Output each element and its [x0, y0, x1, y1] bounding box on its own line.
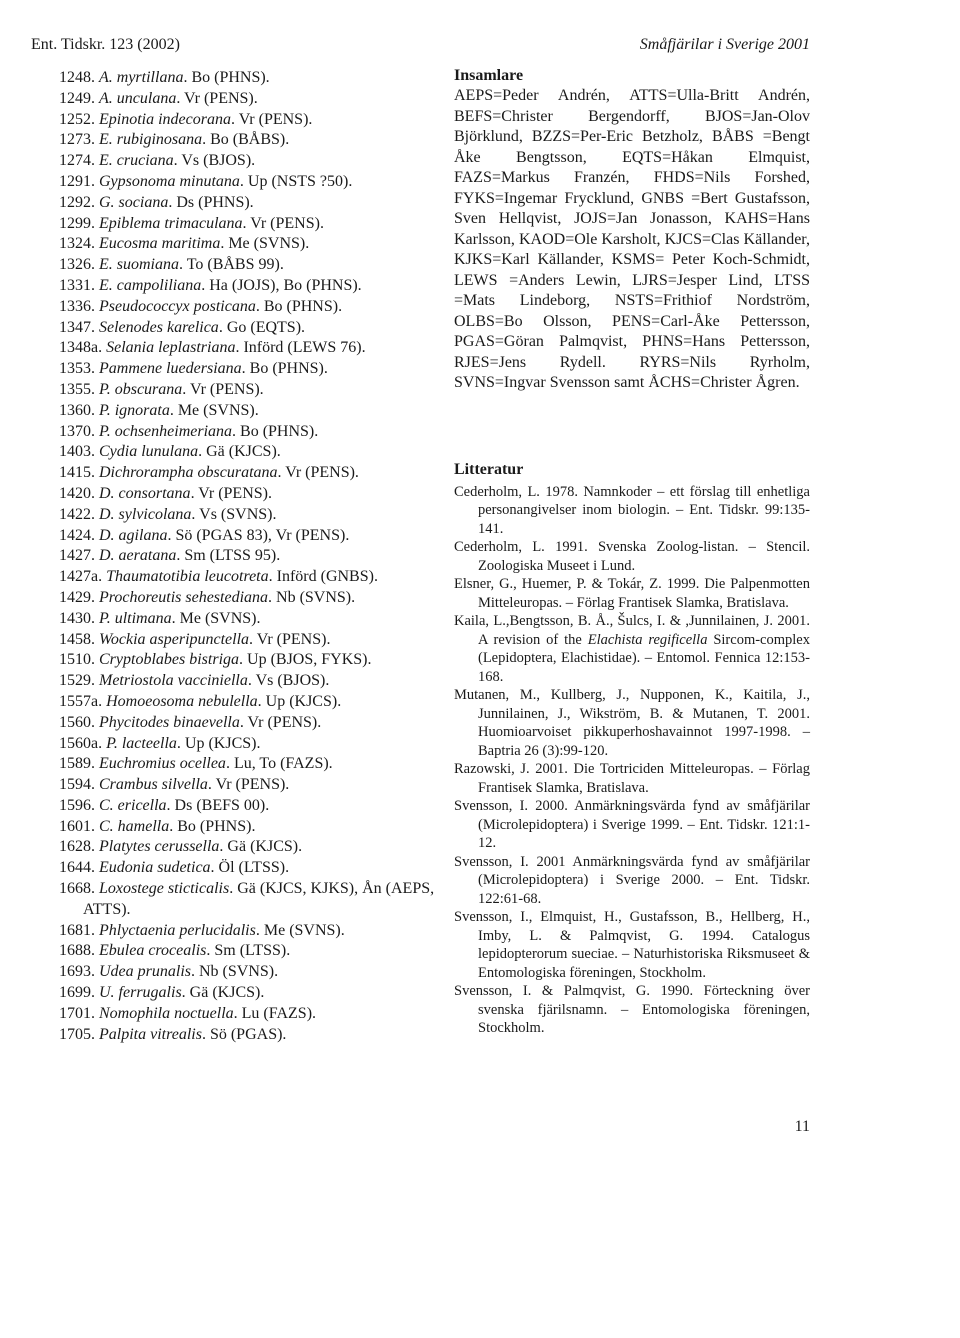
insamlare-heading: Insamlare: [454, 67, 524, 84]
species-name: Loxostege sticticalis: [99, 880, 230, 898]
reference-text: Cederholm, L. 1978. Namnkoder – ett förslag till enhetliga personangivelser inom biologin. – Ent. Tidskr. 99:135-141.: [454, 483, 810, 537]
species-name: Pseudococcyx posticana: [99, 297, 256, 315]
species-name: D. sylvicolana: [99, 505, 192, 523]
record-number: 1668.: [59, 880, 95, 898]
record-locality: . Vr (PENS).: [239, 713, 322, 731]
record-locality: . Bo (BÅBS).: [202, 131, 290, 149]
record-number: 1292.: [59, 193, 95, 211]
record-locality: . To (BÅBS 99).: [179, 256, 284, 274]
record-number: 1273.: [59, 131, 95, 149]
species-name: Cydia lunulana: [99, 443, 199, 461]
running-title: Småfjärilar i Sverige 2001: [639, 36, 810, 53]
species-name: U. ferrugalis: [99, 984, 182, 1002]
record-item: [59, 775, 439, 796]
species-name: Epiblema trimaculana: [99, 214, 243, 232]
record-number: 1331.: [59, 276, 95, 294]
reference-text: Svensson, I., Elmquist, H., Gustafsson, B., Hellberg, H., Imby, L. & Palmqvist, G. 1994. Catalogus lepidopterorum sueciae. – Naturhistoriska Riksmuseet & Entomologiska föreningen, Stockholm.: [454, 909, 810, 981]
record-number: 1248.: [59, 69, 95, 86]
record-item: [59, 1025, 439, 1046]
record-locality: . Nb (SVNS).: [268, 588, 356, 606]
reference-text: Sircom-complex (Lepidoptera, Elachistidae). – Entomol. Fennica 12:153-168.: [478, 631, 810, 685]
record-item: [59, 546, 439, 567]
species-name: D. aeratana: [99, 547, 177, 565]
record-locality: . Lu (FAZS).: [233, 1004, 317, 1022]
record-item: [59, 754, 439, 775]
record-item: [59, 442, 439, 463]
record-locality: . Sm (LTSS).: [206, 942, 291, 960]
record-number: 1594.: [59, 776, 95, 794]
record-number: 1699.: [59, 984, 95, 1002]
record-number: 1701.: [59, 1004, 95, 1022]
record-number: 1430.: [59, 609, 95, 627]
reference-text: Svensson, I. 2001 Anmärkningsvärda fynd av småfjärilar (Microlepidoptera) i Sverige 2000. – Ent. Tidskr. 122:61-68.: [454, 853, 810, 907]
record-number: 1420.: [59, 484, 95, 502]
record-locality: . Up (KJCS).: [257, 692, 342, 710]
reference-item: [454, 483, 810, 539]
record-locality: . Go (EQTS).: [218, 318, 306, 336]
record-locality: . Införd (LEWS 76).: [235, 339, 366, 357]
record-item: [59, 567, 439, 588]
reference-item: [454, 538, 810, 575]
record-number: 1427.: [59, 547, 95, 565]
record-locality: . Vr (PENS).: [207, 776, 290, 794]
reference-text: Cederholm, L. 1991. Svenska Zoolog-listan. – Stencil. Zoologiska Museet i Lund.: [454, 539, 810, 574]
species-name: E. campoliliana: [99, 276, 202, 294]
species-name: Prochoreutis sehestediana: [99, 588, 269, 606]
reference-list: [454, 483, 810, 1038]
record-item: [59, 630, 439, 651]
record-number: 1370.: [59, 422, 95, 440]
record-number: 1274.: [59, 152, 95, 170]
record-number: 1360.: [59, 401, 95, 419]
record-number: 1560a.: [59, 734, 103, 752]
record-item: [59, 796, 439, 817]
reference-text: Razowski, J. 2001. Die Tortriciden Mitteleuropas. – Förlag Frantisek Slamka, Bratislava.: [454, 761, 810, 796]
record-number: 1427a.: [59, 568, 103, 586]
species-name: Phycitodes binaevella: [99, 713, 240, 731]
record-locality: . Nb (SVNS).: [191, 963, 279, 981]
species-name: Cryptoblabes bistriga: [99, 651, 240, 669]
record-locality: . Sö (PGAS 83), Vr (PENS).: [167, 526, 350, 544]
record-locality: . Sö (PGAS).: [201, 1025, 287, 1043]
record-number: 1326.: [59, 256, 95, 274]
record-item: [59, 713, 439, 734]
record-item: [59, 338, 439, 359]
record-locality: . Vr (PENS).: [182, 380, 264, 398]
record-locality: . Up (BJOS, FYKS).: [239, 651, 372, 669]
species-name: Gypsonoma minutana: [99, 172, 240, 190]
record-number: 1355.: [59, 380, 95, 398]
record-item: [59, 297, 439, 318]
record-item: [59, 650, 439, 671]
species-name: D. consortana: [99, 484, 191, 502]
species-name: Homoeosoma nebulella: [106, 692, 258, 710]
record-item: [59, 837, 439, 858]
record-item: [59, 68, 439, 89]
record-number: 1644.: [59, 859, 95, 877]
record-locality: . Gä (KJCS).: [181, 984, 265, 1002]
record-item: [59, 463, 439, 484]
record-number: 1348a.: [59, 339, 103, 357]
record-number: 1529.: [59, 672, 95, 690]
record-item: [59, 151, 439, 172]
record-number: 1628.: [59, 838, 95, 856]
record-locality: . Bo (PHNS).: [241, 360, 328, 378]
reference-text: Elachista regificella: [587, 631, 708, 648]
record-item: [59, 505, 439, 526]
species-name: P. ignorata: [99, 401, 170, 419]
species-name: A. myrtillana: [99, 69, 184, 86]
record-locality: . Up (NSTS ?50).: [239, 172, 353, 190]
record-item: [59, 484, 439, 505]
reference-item: [454, 612, 810, 686]
record-number: 1705.: [59, 1025, 95, 1043]
species-name: Ebulea crocealis: [99, 942, 207, 960]
record-item: [59, 921, 439, 942]
record-item: [59, 983, 439, 1004]
species-name: Selenodes karelica: [99, 318, 219, 336]
species-name: Epinotia indecorana: [99, 110, 231, 128]
record-locality: . Bo (PHNS).: [169, 817, 256, 835]
species-name: P. obscurana: [99, 380, 183, 398]
reference-text: Svensson, I. 2000. Anmärkningsvärda fynd av småfjärilar (Microlepidoptera) i Sverige 1999. – Ent. Tidskr. 121:1-12.: [454, 798, 810, 851]
species-name: E. cruciana: [99, 152, 174, 170]
record-item: [59, 380, 439, 401]
record-item: [59, 318, 439, 339]
record-locality: . Me (SVNS).: [255, 921, 345, 939]
insamlare-text: AEPS=Peder Andrén, ATTS=Ulla-Britt Andrén, BEFS=Christer Bergendorff, BJOS=Jan-Olov Björklund, BZZS=Per-Eric Betzholz, BÅBS =Bengt Åke Bengtsson, EQTS=Håkan Elmquist, FAZS=Markus Franzén, FHDS=Nils Forshed, FYKS=Ingemar Frycklund, GNBS =Bert Gustafsson, Sven Hellqvist, JOJS=Jan Jonasson, KAHS=Hans Karlsson, KAOD=Ole Karsholt, KJCS=Clas Källander, KJKS=Karl Källander, KSMS= Peter Koch-Schmidt, LEWS =Anders Lewin, LJRS=Jesper Lind, LTSS =Mats Lindeborg, NSTS=Frithiof Nordström, OLBS=Bo Olsson, PENS=Carl-Åke Pettersson, PGAS=Göran Palmqvist, PHNS=Hans Pettersson, RJES=Jens Rydell. RYRS=Nils Ryrholm, SVNS=Ingvar Svensson samt ÅCHS=Christer Ågren.: [454, 87, 810, 391]
record-locality: . Öl (LTSS).: [210, 859, 290, 877]
species-name: Phlyctaenia perlucidalis: [99, 921, 256, 939]
record-locality: . Lu, To (FAZS).: [225, 755, 333, 773]
record-locality: . Vr (PENS).: [230, 110, 313, 128]
record-number: 1681.: [59, 921, 95, 939]
record-number: 1252.: [59, 110, 95, 128]
species-name: C. hamella: [99, 817, 170, 835]
record-locality: . Bo (PHNS).: [183, 69, 270, 86]
record-item: [59, 401, 439, 422]
record-item: [59, 234, 439, 255]
reference-text: Mutanen, M., Kullberg, J., Nupponen, K., Kaitila, J., Junnilainen, J., Wikström, B. & Mutanen, T. 2001. Huomioarvoiset pikkuperhoshavainnot 1997-1998. – Baptria 26 (3):99-120.: [454, 687, 810, 759]
record-locality: . Me (SVNS).: [171, 609, 261, 627]
species-name: Nomophila noctuella: [99, 1004, 234, 1022]
record-locality: . Gä (KJCS, KJKS), Ån (AEPS, ATTS).: [83, 880, 435, 918]
record-number: 1353.: [59, 360, 95, 378]
record-locality: . Me (SVNS).: [220, 235, 310, 253]
record-item: [59, 422, 439, 443]
record-locality: . Up (KJCS).: [176, 734, 261, 752]
species-records-list: [59, 68, 439, 1045]
record-number: 1510.: [59, 651, 95, 669]
species-name: Selania leplastriana: [106, 339, 236, 357]
species-name: E. rubiginosana: [99, 131, 203, 149]
journal-header: Ent. Tidskr. 123 (2002): [31, 36, 180, 53]
species-name: Eudonia sudetica: [99, 859, 211, 877]
record-item: [59, 526, 439, 547]
species-name: Euchromius ocellea: [99, 755, 226, 773]
record-number: 1336.: [59, 297, 95, 315]
record-item: [59, 941, 439, 962]
record-locality: . Vr (PENS).: [176, 89, 258, 107]
reference-item: [454, 797, 810, 853]
record-locality: . Ha (JOJS), Bo (PHNS).: [201, 276, 362, 294]
reference-item: [454, 575, 810, 612]
record-item: [59, 255, 439, 276]
record-locality: . Ds (PHNS).: [168, 193, 254, 211]
record-item: [59, 609, 439, 630]
record-locality: . Me (SVNS).: [169, 401, 259, 419]
litteratur-heading: Litteratur: [454, 460, 524, 478]
record-item: [59, 671, 439, 692]
record-locality: . Gä (KJCS).: [198, 443, 281, 461]
right-column: [454, 66, 810, 1038]
record-locality: . Gä (KJCS).: [219, 838, 303, 856]
reference-text: Kaila, L.,Bengtsson, B. Å., Šulcs, I. & ,Junnilainen, J. 2001. A revision of the: [454, 613, 810, 648]
record-locality: . Ds (BEFS 00).: [166, 796, 270, 814]
species-name: Palpita vitrealis: [99, 1025, 202, 1043]
record-number: 1601.: [59, 817, 95, 835]
record-item: [59, 858, 439, 879]
record-locality: . Bo (PHNS).: [232, 422, 319, 440]
reference-item: [454, 853, 810, 909]
species-name: Wockia asperipunctella: [99, 630, 250, 648]
reference-text: Elsner, G., Huemer, P. & Tokár, Z. 1999. Die Palpenmotten Mitteleuropas. – Förlag Frantisek Slamka, Bratislava.: [454, 576, 810, 611]
species-name: P. ultimana: [99, 609, 172, 627]
record-number: 1415.: [59, 464, 95, 482]
record-item: [59, 359, 439, 380]
record-item: [59, 817, 439, 838]
record-number: 1291.: [59, 172, 95, 190]
reference-item: [454, 908, 810, 982]
record-number: 1324.: [59, 235, 95, 253]
record-item: [59, 172, 439, 193]
reference-item: [454, 982, 810, 1038]
record-item: [59, 879, 439, 921]
record-locality: . Införd (GNBS).: [268, 568, 378, 586]
record-item: [59, 89, 439, 110]
species-name: A. unculana: [99, 89, 177, 107]
record-item: [59, 1004, 439, 1025]
page-number: 11: [794, 1118, 810, 1135]
species-name: Dichrorampha obscuratana: [99, 464, 278, 482]
reference-item: [454, 760, 810, 797]
record-locality: . Vs (SVNS).: [191, 505, 277, 523]
record-number: 1688.: [59, 942, 95, 960]
record-number: 1596.: [59, 796, 95, 814]
record-locality: . Vs (BJOS).: [247, 672, 330, 690]
species-name: Eucosma maritima: [99, 235, 221, 253]
record-number: 1424.: [59, 526, 95, 544]
species-name: Platytes cerussella: [99, 838, 220, 856]
record-item: [59, 962, 439, 983]
record-item: [59, 130, 439, 151]
species-name: D. agilana: [99, 526, 168, 544]
record-number: 1557a.: [59, 692, 103, 710]
record-item: [59, 276, 439, 297]
record-number: 1299.: [59, 214, 95, 232]
record-locality: . Bo (PHNS).: [255, 297, 343, 315]
species-name: C. ericella: [99, 796, 167, 814]
record-locality: . Vs (BJOS).: [173, 152, 256, 170]
record-item: [59, 588, 439, 609]
record-number: 1403.: [59, 443, 95, 461]
record-number: 1458.: [59, 630, 95, 648]
record-item: [59, 692, 439, 713]
species-name: Udea prunalis: [99, 963, 191, 981]
species-name: E. suomiana: [99, 256, 179, 274]
record-number: 1347.: [59, 318, 95, 336]
record-item: [59, 110, 439, 131]
record-locality: . Sm (LTSS 95).: [176, 547, 281, 565]
species-name: P. lacteella: [106, 734, 177, 752]
reference-text: Svensson, I. & Palmqvist, G. 1990. Förteckning över svenska fjärilsnamn. – Entomologiska föreningen, Stockholm.: [454, 983, 810, 1036]
record-number: 1693.: [59, 963, 95, 981]
record-locality: . Vr (PENS).: [242, 214, 324, 232]
record-number: 1429.: [59, 588, 95, 606]
record-number: 1589.: [59, 755, 95, 773]
reference-item: [454, 686, 810, 760]
record-number: 1560.: [59, 713, 95, 731]
record-locality: . Vr (PENS).: [190, 484, 272, 502]
record-item: [59, 193, 439, 214]
species-name: P. ochsenheimeriana: [99, 422, 233, 440]
species-name: Crambus silvella: [99, 776, 208, 794]
record-item: [59, 214, 439, 235]
record-item: [59, 734, 439, 755]
species-name: Thaumatotibia leucotreta: [106, 568, 269, 586]
species-name: Pammene luedersiana: [99, 360, 242, 378]
species-name: G. sociana: [99, 193, 169, 211]
record-number: 1422.: [59, 505, 95, 523]
record-locality: . Vr (PENS).: [249, 630, 331, 648]
record-locality: . Vr (PENS).: [277, 464, 359, 482]
record-number: 1249.: [59, 89, 95, 107]
species-name: Metriostola vacciniella: [99, 672, 248, 690]
